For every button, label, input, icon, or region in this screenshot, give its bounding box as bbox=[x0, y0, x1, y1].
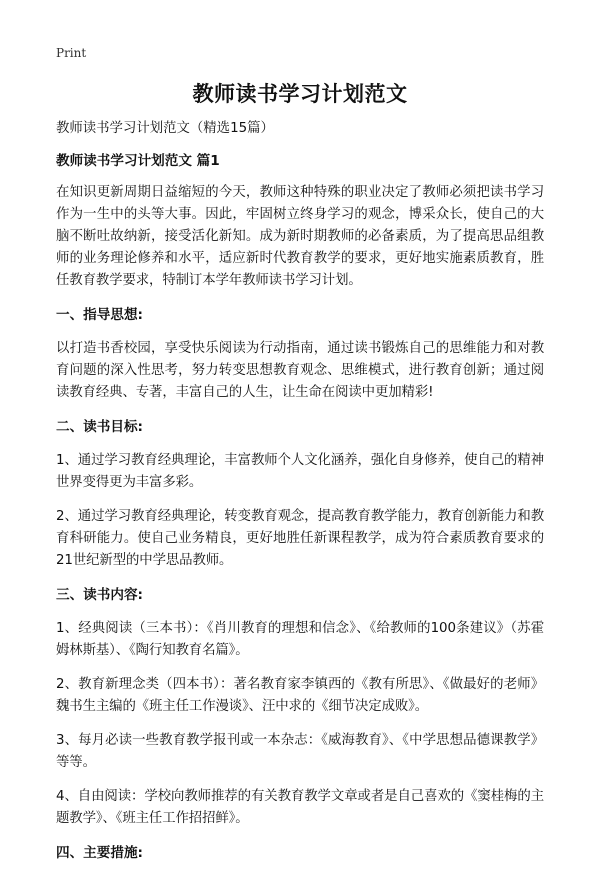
section-paragraph: 4、自由阅读：学校向教师推荐的有关教育教学文章或者是自己喜欢的《窦桂梅的主题教学》、《班主任工作招招鲜》。 bbox=[56, 789, 544, 826]
section-heading-main-measures: 四、主要措施: bbox=[56, 845, 143, 861]
intro-paragraph: 在知识更新周期日益缩短的今天，教师这种特殊的职业决定了教师必须把读书学习作为一生中的头等大事。因此，牢固树立终身学习的观念，博采众长，使自己的大脑不断吐故纳新，接受活化新知。成为新时期教师的必备素质，为了提高思品组教师的业务理论修养和水平，适应新时代教育教学的要求，更好地实施素质教育，胜任教育教学要求，特制订本学年教师读书学习计划。 bbox=[56, 185, 544, 288]
article-heading: 教师读书学习计划范文 篇1 bbox=[56, 153, 220, 169]
section-heading-guiding-ideology: 一、指导思想: bbox=[56, 307, 143, 323]
page-title: 教师读书学习计划范文 bbox=[192, 82, 408, 106]
section-heading-reading-content: 三、读书内容: bbox=[56, 587, 143, 603]
document-subtitle: 教师读书学习计划范文（精选15篇） bbox=[56, 121, 274, 136]
section-paragraph: 2、通过学习教育经典理论，转变教育观念，提高教育教学能力，教育创新能力和教育科研能力。使自己业务精良，更好地胜任新课程教学，成为符合素质教育要求的21世纪新型的中学思品教师。 bbox=[56, 509, 544, 568]
section-paragraph: 以打造书香校园，享受快乐阅读为行动指南，通过读书锻炼自己的思维能力和对教育问题的深入性思考，努力转变思想教育观念、思维模式，进行教育创新；通过阅读教育经典、专著，丰富自己的人生，让生命在阅读中更加精彩! bbox=[56, 341, 544, 400]
print-label[interactable]: Print bbox=[56, 46, 87, 60]
section-heading-reading-goals: 二、读书目标: bbox=[56, 419, 143, 435]
section-paragraph: 3、每月必读一些教育教学报刊或一本杂志：《威海教育》、《中学思想品德课教学》等等。 bbox=[56, 733, 544, 770]
section-paragraph: 1、通过学习教育经典理论，丰富教师个人文化涵养，强化自身修养，使自己的精神世界变得更为丰富多彩。 bbox=[56, 453, 544, 490]
section-paragraph: 1、经典阅读（三本书）：《肖川教育的理想和信念》、《给教师的100条建议》（苏霍姆林斯基）、《陶行知教育名篇》。 bbox=[56, 621, 544, 658]
section-paragraph: 2、教育新理念类（四本书）：著名教育家李镇西的《教有所思》、《做最好的老师》魏书生主编的《班主任工作漫谈》、汪中求的《细节决定成败》。 bbox=[56, 677, 544, 714]
document-body bbox=[56, 118, 544, 876]
